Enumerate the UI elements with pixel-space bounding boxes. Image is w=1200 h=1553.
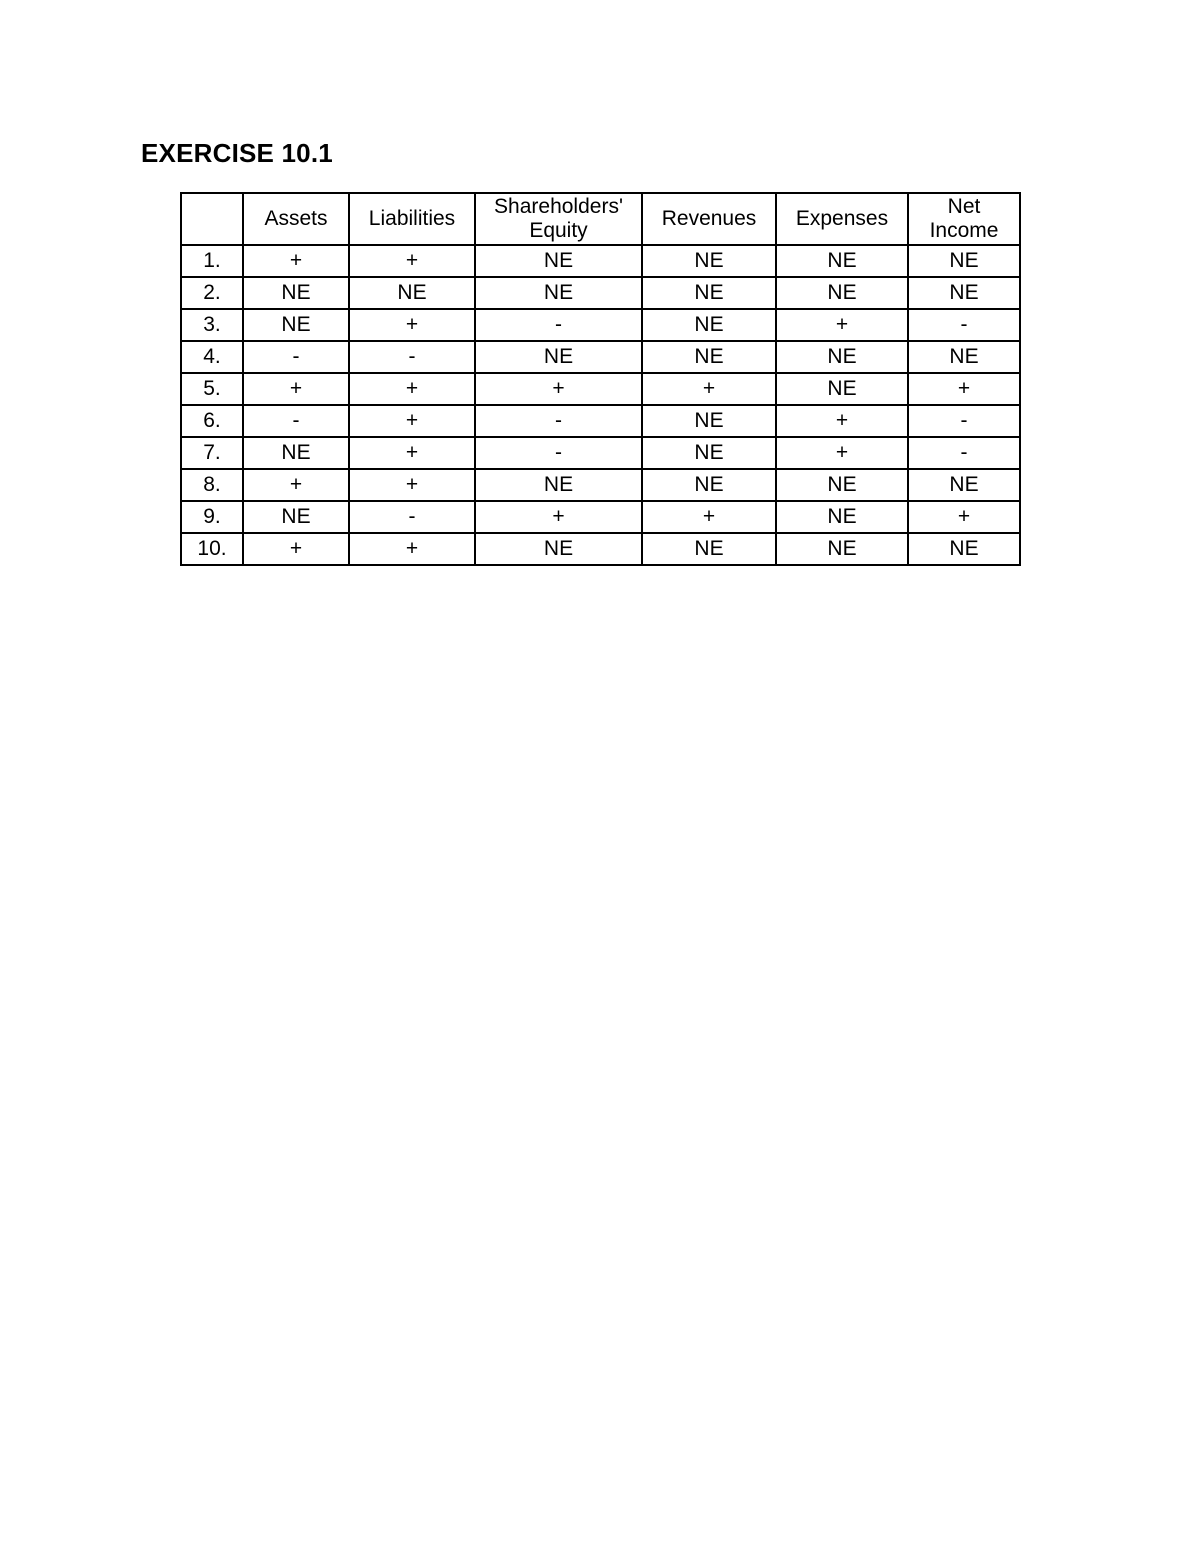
expenses-cell: + (776, 437, 908, 469)
revenues-cell: + (642, 501, 776, 533)
revenues-cell: NE (642, 469, 776, 501)
row-number-cell: 10. (181, 533, 243, 565)
assets-cell: + (243, 469, 349, 501)
expenses-cell: + (776, 405, 908, 437)
liabilities-cell: + (349, 245, 475, 277)
header-cell-net-income (908, 193, 1020, 245)
expenses-cell: NE (776, 373, 908, 405)
effects-table (180, 192, 1021, 566)
assets-cell: NE (243, 277, 349, 309)
expenses-cell: NE (776, 277, 908, 309)
liabilities-cell: + (349, 437, 475, 469)
table-row (181, 373, 1020, 405)
assets-cell: NE (243, 501, 349, 533)
header-label-net-income: Net Income (929, 195, 999, 242)
expenses-cell: NE (776, 341, 908, 373)
revenues-cell: NE (642, 277, 776, 309)
header-cell-liabilities: Liabilities (349, 193, 475, 245)
table-row (181, 309, 1020, 341)
assets-cell: + (243, 245, 349, 277)
assets-cell: - (243, 341, 349, 373)
header-cell-expenses: Expenses (776, 193, 908, 245)
expenses-cell: NE (776, 501, 908, 533)
row-number-cell: 5. (181, 373, 243, 405)
revenues-cell: NE (642, 405, 776, 437)
header-cell-revenues: Revenues (642, 193, 776, 245)
net-income-cell: NE (908, 245, 1020, 277)
table-row (181, 245, 1020, 277)
table-row (181, 277, 1020, 309)
row-number-cell: 6. (181, 405, 243, 437)
shareholders-equity-cell: NE (475, 245, 642, 277)
assets-cell: - (243, 405, 349, 437)
shareholders-equity-cell: + (475, 501, 642, 533)
liabilities-cell: + (349, 309, 475, 341)
revenues-cell: NE (642, 245, 776, 277)
shareholders-equity-cell: NE (475, 277, 642, 309)
table-row (181, 501, 1020, 533)
shareholders-equity-cell: + (475, 373, 642, 405)
net-income-cell: - (908, 309, 1020, 341)
expenses-cell: NE (776, 469, 908, 501)
assets-cell: NE (243, 437, 349, 469)
revenues-cell: NE (642, 341, 776, 373)
table-row (181, 437, 1020, 469)
header-cell-shareholders-equity (475, 193, 642, 245)
liabilities-cell: - (349, 501, 475, 533)
table-row (181, 405, 1020, 437)
row-number-cell: 7. (181, 437, 243, 469)
assets-cell: NE (243, 309, 349, 341)
table-row (181, 341, 1020, 373)
revenues-cell: NE (642, 533, 776, 565)
shareholders-equity-cell: - (475, 405, 642, 437)
assets-cell: + (243, 533, 349, 565)
liabilities-cell: - (349, 341, 475, 373)
table-header (181, 193, 1020, 245)
row-number-cell: 8. (181, 469, 243, 501)
expenses-cell: + (776, 309, 908, 341)
revenues-cell: NE (642, 309, 776, 341)
shareholders-equity-cell: NE (475, 533, 642, 565)
table-row (181, 469, 1020, 501)
shareholders-equity-cell: - (475, 309, 642, 341)
liabilities-cell: + (349, 533, 475, 565)
net-income-cell: + (908, 501, 1020, 533)
expenses-cell: NE (776, 533, 908, 565)
shareholders-equity-cell: NE (475, 469, 642, 501)
header-label-shareholders-equity: Shareholders' Equity (494, 195, 623, 242)
liabilities-cell: NE (349, 277, 475, 309)
net-income-cell: NE (908, 533, 1020, 565)
liabilities-cell: + (349, 373, 475, 405)
assets-cell: + (243, 373, 349, 405)
shareholders-equity-cell: NE (475, 341, 642, 373)
revenues-cell: NE (642, 437, 776, 469)
liabilities-cell: + (349, 469, 475, 501)
header-row (181, 193, 1020, 245)
liabilities-cell: + (349, 405, 475, 437)
row-number-cell: 4. (181, 341, 243, 373)
row-number-cell: 2. (181, 277, 243, 309)
header-cell-row-number (181, 193, 243, 245)
net-income-cell: - (908, 437, 1020, 469)
revenues-cell: + (642, 373, 776, 405)
net-income-cell: + (908, 373, 1020, 405)
table-body (181, 245, 1020, 565)
net-income-cell: - (908, 405, 1020, 437)
net-income-cell: NE (908, 469, 1020, 501)
page-title: EXERCISE 10.1 (141, 138, 333, 168)
shareholders-equity-cell: - (475, 437, 642, 469)
table-row (181, 533, 1020, 565)
net-income-cell: NE (908, 277, 1020, 309)
net-income-cell: NE (908, 341, 1020, 373)
header-cell-assets: Assets (243, 193, 349, 245)
row-number-cell: 1. (181, 245, 243, 277)
row-number-cell: 3. (181, 309, 243, 341)
row-number-cell: 9. (181, 501, 243, 533)
expenses-cell: NE (776, 245, 908, 277)
